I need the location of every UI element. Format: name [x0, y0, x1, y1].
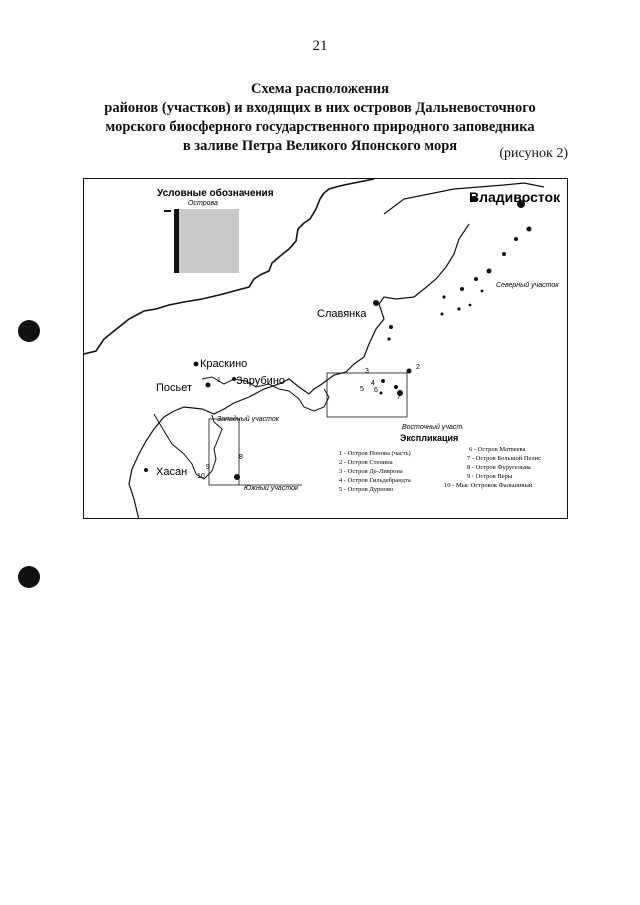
island-number-10: 10	[197, 473, 205, 480]
explication-item-1: 1 - Остров Попова (часть)	[339, 450, 411, 457]
kraskino-marker	[194, 362, 199, 367]
explication-item-9: 9 - Остров Веры	[467, 473, 513, 480]
label-zarubino: Зарубино	[236, 375, 286, 387]
island-number-3: 3	[365, 368, 369, 375]
explication-item-10: 10 - Мыс Островок Фальшивый	[444, 482, 533, 489]
explication-item-6: 6 - Остров Матвеева	[469, 446, 526, 453]
label-vladivostok: Владивосток	[469, 189, 561, 205]
legend-title: Условные обозначения	[157, 188, 274, 199]
title-line-1: Схема расположения	[251, 81, 389, 97]
label-west-section: Западный участок	[217, 416, 280, 423]
posyet-marker	[206, 383, 211, 388]
punch-hole-lower	[18, 566, 40, 588]
label-slavyanka: Славянка	[317, 308, 367, 320]
title-line-2: районов (участков) и входящих в них островов Дальневосточного	[104, 100, 536, 116]
map-canvas	[84, 179, 568, 519]
island-number-4: 4	[371, 380, 375, 387]
slavyanka-marker	[373, 300, 379, 306]
explication-title: Экспликация	[400, 433, 459, 443]
khasan-marker	[144, 468, 148, 472]
explication-item-3: 3 - Остров Де-Ливрона	[339, 468, 403, 475]
label-posyet: Посьет	[156, 382, 193, 394]
island-number-6: 6	[374, 387, 378, 394]
explication-item-5: 5 - Остров Дурново	[339, 486, 394, 493]
explication-item-2: 2 - Остров Стенина	[339, 459, 393, 466]
island-number-8: 8	[239, 454, 243, 461]
island-number-5: 5	[360, 386, 364, 393]
label-east-section: Восточный участ.	[402, 424, 465, 431]
page-number: 21	[312, 38, 328, 54]
legend-subtitle: Острова	[188, 200, 218, 207]
island-number-9: 9	[206, 464, 210, 471]
south-section-box	[209, 419, 239, 485]
island-number-7: 7	[397, 394, 401, 401]
legend-swatch-column	[174, 209, 179, 273]
map-legend	[157, 187, 274, 273]
explication-item-7: 7 - Остров Большой Пелис	[467, 455, 542, 462]
map-figure	[83, 178, 568, 519]
legend-hatching	[179, 209, 239, 273]
east-section-box	[327, 373, 407, 417]
explication-item-4: 4 - Остров Гильдебрандта	[339, 477, 411, 484]
island-number-2: 2	[416, 364, 420, 371]
label-south-section: Южный участок	[244, 485, 299, 492]
islands-north	[441, 200, 532, 316]
explication-item-8: 8 - Остров Фуругельма	[467, 464, 531, 471]
label-kraskino: Краскино	[200, 358, 248, 370]
explication	[339, 433, 541, 493]
label-khasan: Хасан	[156, 466, 188, 478]
figure-label: (рисунок 2)	[499, 146, 568, 161]
punch-hole-upper	[18, 320, 40, 342]
label-north-section: Северный участок	[496, 282, 559, 289]
title-line-3: морского биосферного государственного природного заповедника	[105, 119, 535, 135]
island-number-1: 1	[217, 377, 221, 384]
legend-mark	[164, 210, 171, 212]
title-line-4: в заливе Петра Великого Японского моря	[182, 138, 458, 154]
